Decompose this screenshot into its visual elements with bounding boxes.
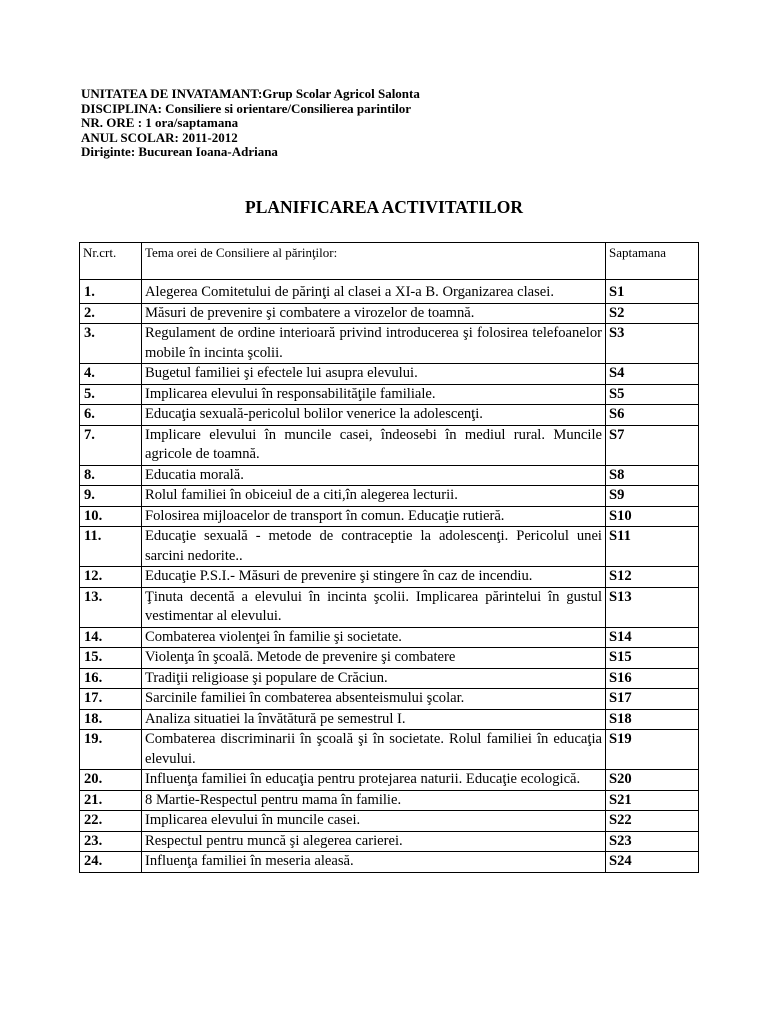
row-week-cell: S8 bbox=[606, 465, 699, 486]
table-row bbox=[80, 527, 699, 567]
table-row bbox=[80, 486, 699, 507]
row-number-cell: 5. bbox=[80, 384, 142, 405]
row-number-cell: 18. bbox=[80, 709, 142, 730]
table-row bbox=[80, 790, 699, 811]
header-line-hours: NR. ORE : 1 ora/saptamana bbox=[81, 115, 239, 130]
row-week-cell: S7 bbox=[606, 425, 699, 465]
header-line-teacher: Diriginte: Bucurean Ioana-Adriana bbox=[81, 144, 278, 159]
row-theme-cell: Alegerea Comitetului de părinţi al clasei a XI-a B. Organizarea clasei. bbox=[142, 280, 606, 304]
table-row bbox=[80, 303, 699, 324]
row-theme-cell: Ţinuta decentă a elevului în incinta şcolii. Implicarea părintelui în gustul vestimentar al elevului. bbox=[142, 587, 606, 627]
table-row bbox=[80, 567, 699, 588]
table-row bbox=[80, 384, 699, 405]
row-number-cell: 20. bbox=[80, 770, 142, 791]
row-week-cell: S16 bbox=[606, 668, 699, 689]
row-number-cell: 23. bbox=[80, 831, 142, 852]
column-header-nr: Nr.crt. bbox=[80, 243, 142, 280]
row-week-cell: S2 bbox=[606, 303, 699, 324]
row-week-cell: S24 bbox=[606, 852, 699, 873]
header-line-school-year: ANUL SCOLAR: 2011-2012 bbox=[81, 129, 238, 145]
row-week-cell: S13 bbox=[606, 587, 699, 627]
row-theme-cell: Implicare elevului în muncile casei, îndeosebi în mediul rural. Muncile agricole de toamnă. bbox=[142, 425, 606, 465]
row-week-cell: S12 bbox=[606, 567, 699, 588]
row-theme-cell: Regulament de ordine interioară privind introducerea şi folosirea telefoanelor mobile în incinta şcolii. bbox=[142, 324, 606, 364]
row-week-cell: S11 bbox=[606, 527, 699, 567]
activities-table bbox=[79, 242, 699, 873]
row-theme-cell: Respectul pentru muncă şi alegerea carierei. bbox=[142, 831, 606, 852]
row-week-cell: S1 bbox=[606, 280, 699, 304]
row-theme-cell: Educaţie P.S.I.- Măsuri de prevenire şi stingere în caz de incendiu. bbox=[142, 567, 606, 588]
row-theme-cell: Influenţa familiei în educaţia pentru protejarea naturii. Educaţie ecologică. bbox=[142, 770, 606, 791]
row-number-cell: 22. bbox=[80, 811, 142, 832]
row-number-cell: 6. bbox=[80, 405, 142, 426]
table-row bbox=[80, 668, 699, 689]
row-number-cell: 3. bbox=[80, 324, 142, 364]
row-week-cell: S4 bbox=[606, 364, 699, 385]
column-header-theme: Tema orei de Consiliere al părinţilor: bbox=[142, 243, 606, 280]
row-theme-cell: Combaterea discriminarii în şcoală şi în societate. Rolul familiei în educaţia elevului. bbox=[142, 730, 606, 770]
table-row bbox=[80, 852, 699, 873]
row-theme-cell: Educaţie sexuală - metode de contraceptie la adolescenţi. Pericolul unei sarcini nedorite.. bbox=[142, 527, 606, 567]
table-row bbox=[80, 405, 699, 426]
row-theme-cell: Implicarea elevului în responsabilităţile familiale. bbox=[142, 384, 606, 405]
row-number-cell: 21. bbox=[80, 790, 142, 811]
row-theme-cell: Violenţa în şcoală. Metode de prevenire şi combatere bbox=[142, 648, 606, 669]
row-theme-cell: Analiza situatiei la învătătură pe semestrul I. bbox=[142, 709, 606, 730]
row-theme-cell: 8 Martie-Respectul pentru mama în familie. bbox=[142, 790, 606, 811]
row-number-cell: 15. bbox=[80, 648, 142, 669]
row-theme-cell: Combaterea violenţei în familie şi societate. bbox=[142, 627, 606, 648]
row-number-cell: 10. bbox=[80, 506, 142, 527]
row-theme-cell: Educatia morală. bbox=[142, 465, 606, 486]
document-header bbox=[81, 87, 420, 160]
row-week-cell: S14 bbox=[606, 627, 699, 648]
row-number-cell: 24. bbox=[80, 852, 142, 873]
header-line-discipline: DISCIPLINA: Consiliere si orientare/Consilierea parintilor bbox=[81, 100, 412, 116]
row-number-cell: 4. bbox=[80, 364, 142, 385]
row-theme-cell: Bugetul familiei şi efectele lui asupra elevului. bbox=[142, 364, 606, 385]
row-week-cell: S21 bbox=[606, 790, 699, 811]
row-week-cell: S6 bbox=[606, 405, 699, 426]
row-number-cell: 2. bbox=[80, 303, 142, 324]
row-week-cell: S9 bbox=[606, 486, 699, 507]
table-row bbox=[80, 465, 699, 486]
table-row bbox=[80, 730, 699, 770]
table-row bbox=[80, 709, 699, 730]
row-week-cell: S17 bbox=[606, 689, 699, 710]
row-week-cell: S20 bbox=[606, 770, 699, 791]
row-number-cell: 9. bbox=[80, 486, 142, 507]
table-row bbox=[80, 587, 699, 627]
row-number-cell: 8. bbox=[80, 465, 142, 486]
row-theme-cell: Folosirea mijloacelor de transport în comun. Educaţie rutieră. bbox=[142, 506, 606, 527]
table-row bbox=[80, 506, 699, 527]
table-row bbox=[80, 425, 699, 465]
row-week-cell: S18 bbox=[606, 709, 699, 730]
row-theme-cell: Măsuri de prevenire şi combatere a virozelor de toamnă. bbox=[142, 303, 606, 324]
row-number-cell: 12. bbox=[80, 567, 142, 588]
row-week-cell: S15 bbox=[606, 648, 699, 669]
page-title: PLANIFICAREA ACTIVITATILOR bbox=[245, 197, 523, 217]
row-theme-cell: Influenţa familiei în meseria aleasă. bbox=[142, 852, 606, 873]
row-week-cell: S5 bbox=[606, 384, 699, 405]
header-line-school: UNITATEA DE INVATAMANT:Grup Scolar Agricol Salonta bbox=[81, 86, 420, 101]
row-week-cell: S10 bbox=[606, 506, 699, 527]
row-theme-cell: Sarcinile familiei în combaterea absenteismului şcolar. bbox=[142, 689, 606, 710]
row-theme-cell: Rolul familiei în obiceiul de a citi,în alegerea lecturii. bbox=[142, 486, 606, 507]
row-theme-cell: Implicarea elevului în muncile casei. bbox=[142, 811, 606, 832]
row-number-cell: 16. bbox=[80, 668, 142, 689]
table-row bbox=[80, 689, 699, 710]
table-row bbox=[80, 280, 699, 304]
row-number-cell: 13. bbox=[80, 587, 142, 627]
table-row bbox=[80, 324, 699, 364]
row-week-cell: S22 bbox=[606, 811, 699, 832]
row-number-cell: 14. bbox=[80, 627, 142, 648]
table-row bbox=[80, 364, 699, 385]
table-row bbox=[80, 648, 699, 669]
column-header-week: Saptamana bbox=[606, 243, 699, 280]
row-week-cell: S23 bbox=[606, 831, 699, 852]
table-body bbox=[80, 243, 699, 873]
table-row bbox=[80, 811, 699, 832]
row-number-cell: 1. bbox=[80, 280, 142, 304]
row-theme-cell: Tradiţii religioase şi populare de Crăciun. bbox=[142, 668, 606, 689]
row-week-cell: S19 bbox=[606, 730, 699, 770]
row-number-cell: 11. bbox=[80, 527, 142, 567]
table-row bbox=[80, 770, 699, 791]
row-number-cell: 7. bbox=[80, 425, 142, 465]
row-number-cell: 19. bbox=[80, 730, 142, 770]
row-number-cell: 17. bbox=[80, 689, 142, 710]
row-week-cell: S3 bbox=[606, 324, 699, 364]
table-row bbox=[80, 627, 699, 648]
table-header-row bbox=[80, 243, 699, 280]
table-row bbox=[80, 831, 699, 852]
row-theme-cell: Educaţia sexuală-pericolul bolilor venerice la adolescenţi. bbox=[142, 405, 606, 426]
